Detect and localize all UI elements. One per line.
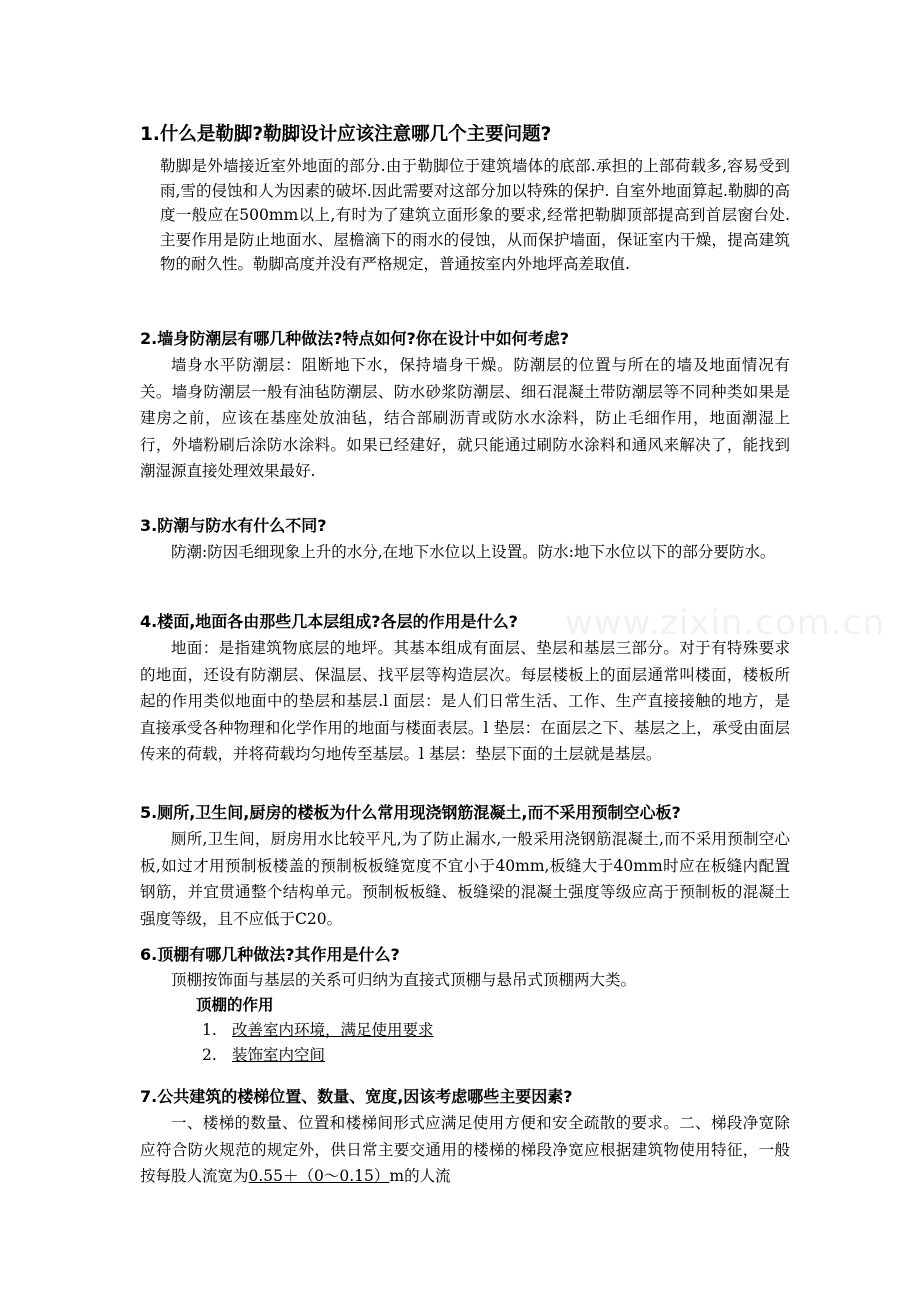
question-3 <box>140 514 790 566</box>
question-3-answer: 防潮:防因毛细现象上升的水分,在地下水位以上设置。防水:地下水位以下的部分要防水。 <box>171 543 776 561</box>
question-5-title: 5.厕所,卫生间,厨房的楼板为什么常用现浇钢筋混凝土,而不采用预制空心板? <box>140 803 681 822</box>
question-6-title: 6.顶棚有哪几种做法?其作用是什么? <box>140 945 400 964</box>
list-item-text: 装饰室内空间 <box>232 1046 326 1064</box>
question-1 <box>140 122 790 277</box>
question-1-answer: 勒脚是外墙接近室外地面的部分.由于勒脚位于建筑墙体的底部.承担的上部荷载多,容易受到雨,雪的侵蚀和人为因素的破坏.因此需要对这部分加以特殊的保护. 自室外地面算起.勒脚的高度一般应在500mm以上,有时为了建筑立面形象的要求,经常把勒脚顶部提高到首层窗台处.主要作用是防止地面水、屋檐滴下的雨水的侵蚀，从而保护墙面，保证室内干燥，提高建筑物的耐久性。勒脚高度并没有严格规定，普通按室内外地坪高差取值. <box>160 157 790 273</box>
question-4 <box>140 610 790 768</box>
ceiling-function-heading: 顶棚的作用 <box>196 996 274 1014</box>
list-item <box>140 1018 790 1043</box>
question-1-title: 1.什么是勒脚?勒脚设计应该注意哪几个主要问题? <box>140 124 552 145</box>
list-item-number: 2. <box>202 1046 217 1064</box>
list-item-number: 1. <box>202 1021 217 1039</box>
watermark: www.zixin.com.cn <box>565 603 885 643</box>
question-4-title: 4.楼面,地面各由那些几本层组成?各层的作用是什么? <box>140 612 518 631</box>
list-item <box>140 1043 790 1068</box>
question-7-answer-tail: m的人流 <box>389 1167 451 1185</box>
question-7-answer <box>140 1110 790 1190</box>
question-7-title: 7.公共建筑的楼梯位置、数量、宽度,因该考虑哪些主要因素? <box>140 1087 573 1106</box>
list-item-text: 改善室内环境，满足使用要求 <box>232 1021 434 1039</box>
question-7-answer-text: 一、楼梯的数量、位置和楼梯间形式应满足使用方便和安全疏散的要求。二、梯段净宽除应符合防火规范的规定外，供日常主要交通用的楼梯的梯段净宽应根据建筑物使用特征，一般按每股人流宽为 <box>140 1114 790 1185</box>
question-2-answer: 墙身水平防潮层：阻断地下水，保持墙身干燥。防潮层的位置与所在的墙及地面情况有关。墙身防潮层一般有油毡防潮层、防水砂浆防潮层、细石混凝土带防潮层等不同种类如果是建房之前，应该在基座处放油毡，结合部刷沥青或防水水涂料，防止毛细作用，地面潮湿上行，外墙粉刷后涂防水涂料。如果已经建好，就只能通过刷防水涂料和通风来解决了，能找到潮湿源直接处理效果最好. <box>140 356 790 480</box>
question-4-answer: 地面：是指建筑物底层的地坪。其基本组成有面层、垫层和基层三部分。对于有特殊要求的地面，还设有防潮层、保温层、找平层等构造层次。每层楼板上的面层通常叫楼面，楼板所起的作用类似地面中的垫层和基层.l 面层：是人们日常生活、工作、生产直接接触的地方，是直接承受各种物理和化学作用的地面与楼面表层。l 垫层：在面层之下、基层之上，承受由面层传来的荷载，并将荷载均匀地传至基层。l 基层：垫层下面的土层就是基层。 <box>140 639 790 763</box>
question-5-answer: 厕所,卫生间，厨房用水比较平凡,为了防止漏水,一般采用浇钢筋混凝土,而不采用预制空心板,如过才用预制板楼盖的预制板板缝宽度不宜小于40mm,板缝大于40mm时应在板缝内配置钢筋，并宜贯通整个结构单元。预制板板缝、板缝梁的混凝土强度等级应高于预制板的混凝土强度等级，且不应低于C20。 <box>140 830 790 928</box>
question-5 <box>140 801 790 932</box>
question-6 <box>140 943 790 1068</box>
question-3-title: 3.防潮与防水有什么不同? <box>140 516 327 535</box>
question-7 <box>140 1085 790 1190</box>
question-2 <box>140 327 790 485</box>
stream-width-formula: 0.55＋（0～0.15） <box>248 1167 390 1185</box>
question-2-title: 2.墙身防潮层有哪几种做法?特点如何?你在设计中如何考虑? <box>140 329 570 348</box>
question-6-answer: 顶棚按饰面与基层的关系可归纳为直接式顶棚与悬吊式顶棚两大类。 <box>171 971 637 989</box>
